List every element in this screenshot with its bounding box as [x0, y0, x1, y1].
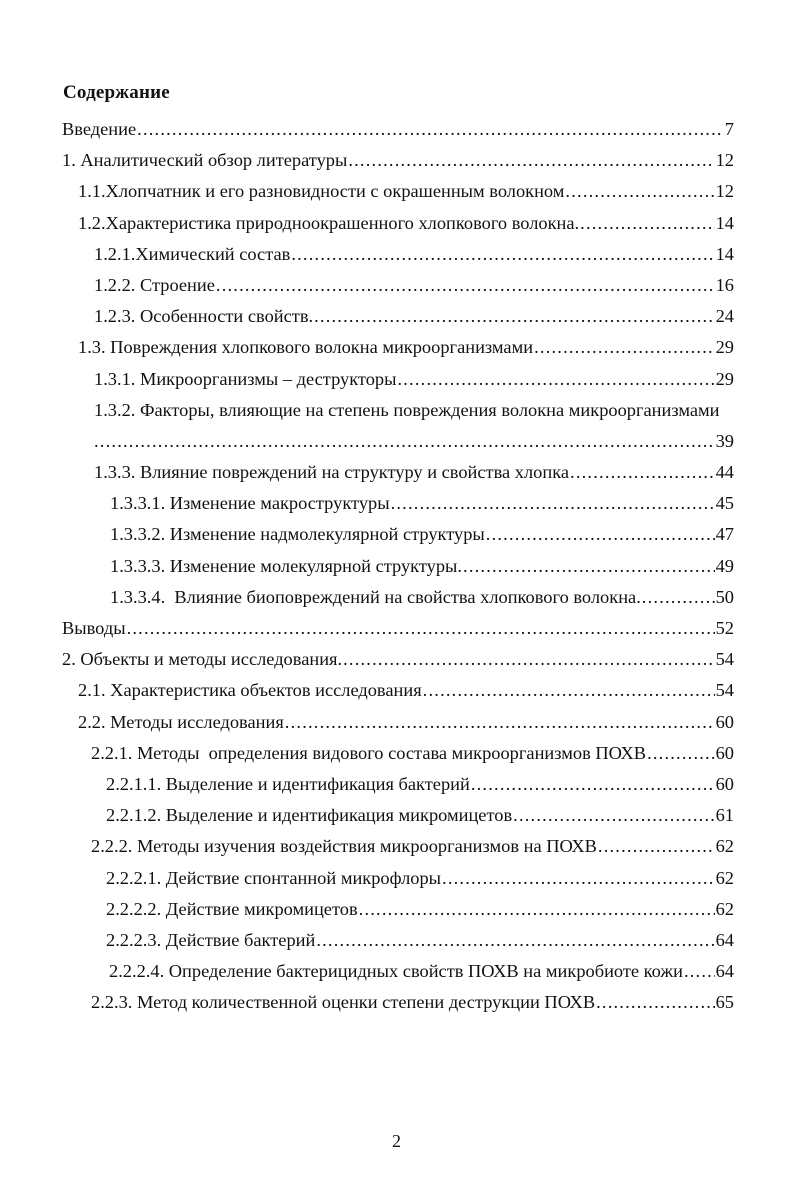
toc-entry-page: 45 — [715, 493, 734, 514]
toc-entry-1-2-2[interactable] — [0, 270, 793, 301]
toc-entry-1-3-3[interactable] — [0, 457, 793, 488]
dot-leader — [291, 239, 714, 270]
page-number: 2 — [392, 1131, 401, 1151]
toc-entry-text: 2.1. Характеристика объектов исследования — [78, 680, 422, 701]
toc-entry-2-2-1-2[interactable] — [0, 800, 793, 831]
dot-leader — [486, 519, 715, 550]
toc-entry-text: 1.3.3.2. Изменение надмолекулярной структуры — [110, 524, 485, 545]
dot-leader — [316, 925, 714, 956]
toc-entry-text: 2.2.2.3. Действие бактерий — [106, 929, 316, 950]
toc-entry-2-2-2-4[interactable] — [0, 956, 793, 987]
dot-leader — [513, 800, 714, 831]
toc-entry-2-2[interactable] — [0, 707, 793, 738]
toc-entry-page: 61 — [715, 805, 734, 826]
toc-entry-text: 2. Объекты и методы исследования. — [62, 649, 343, 670]
toc-entry-page: 29 — [715, 337, 734, 358]
toc-entry-text: 1. Аналитический обзор литературы — [62, 150, 348, 171]
toc-entry-text: 1.3.3. Влияние повреждений на структуру и свойства хлопка — [94, 462, 570, 483]
toc-entry-text: 2.2. Методы исследования — [78, 711, 284, 732]
toc-entry-2-2-1[interactable] — [0, 738, 793, 769]
toc-entry-1-3-1[interactable] — [0, 364, 793, 395]
dot-leader — [596, 987, 715, 1018]
toc-entry-text: 2.2.2.4. Определение бактерицидных свойств ПОХВ на микробиоте кожи — [109, 961, 683, 982]
toc-entry-text: 1.3.3.4. Влияние биоповреждений на свойства хлопкового волокна. — [110, 586, 641, 607]
toc-entry-page: 54 — [715, 649, 734, 670]
toc-entry-chapter-2[interactable] — [0, 644, 793, 675]
toc-entry-1-2-1[interactable] — [0, 239, 793, 270]
dot-leader — [397, 364, 714, 395]
dot-leader — [442, 863, 715, 894]
toc-entry-page: 62 — [715, 867, 734, 888]
toc-entry-page: 12 — [715, 181, 734, 202]
toc-entry-1-3-2-continuation[interactable] — [0, 426, 793, 457]
toc-entry-text: 2.2.2.1. Действие спонтанной микрофлоры — [106, 867, 442, 888]
toc-entry-page: 60 — [715, 711, 734, 732]
toc-entry-2-2-2-3[interactable] — [0, 925, 793, 956]
toc-entry-1-2[interactable] — [0, 208, 793, 239]
dot-leader — [359, 894, 715, 925]
dot-leader — [565, 176, 714, 207]
toc-entry-2-1[interactable] — [0, 675, 793, 706]
dot-leader — [94, 426, 715, 457]
toc-entry-text: 1.3.2. Факторы, влияющие на степень повреждения волокна микроорганизмами — [94, 399, 720, 420]
toc-entry-page: 50 — [715, 586, 734, 607]
toc-entry-conclusions[interactable] — [0, 613, 793, 644]
toc-entry-page: 16 — [715, 274, 734, 295]
toc-entry-page: 54 — [715, 680, 734, 701]
toc-entry-page: 14 — [715, 243, 734, 264]
toc-entry-page: 12 — [715, 150, 734, 171]
dot-leader — [570, 457, 715, 488]
toc-entry-page: 64 — [715, 961, 734, 982]
dot-leader — [137, 114, 724, 145]
toc-entry-text: 1.2.3. Особенности свойств. — [94, 306, 314, 327]
toc-entry-page: 60 — [715, 742, 734, 763]
toc-entry-page: 60 — [715, 773, 734, 794]
toc-entry-text: 2.2.2.2. Действие микромицетов — [106, 898, 358, 919]
toc-entry-1-2-3[interactable] — [0, 301, 793, 332]
toc-entry-text: 1.2.Характеристика природноокрашенного хлопкового волокна. — [78, 212, 580, 233]
dot-leader — [647, 738, 715, 769]
toc-entry-introduction[interactable] — [0, 114, 793, 145]
toc-entry-page: 64 — [715, 929, 734, 950]
toc-entry-1-1[interactable] — [0, 176, 793, 207]
toc-entry-1-3-3-2[interactable] — [0, 519, 793, 550]
toc-entry-2-2-3[interactable] — [0, 987, 793, 1018]
dot-leader — [684, 956, 715, 987]
dot-leader — [534, 332, 715, 363]
toc-entry-1-3-3-1[interactable] — [0, 488, 793, 519]
dot-leader — [127, 613, 715, 644]
toc-entry-2-2-2-2[interactable] — [0, 894, 793, 925]
dot-leader — [343, 644, 715, 675]
toc-entry-page: 7 — [724, 119, 734, 139]
dot-leader — [471, 769, 715, 800]
toc-entry-text: 1.3.3.1. Изменение макроструктуры — [110, 493, 390, 514]
toc-entry-page: 39 — [715, 430, 734, 451]
toc-entry-text: 1.3. Повреждения хлопкового волокна микроорганизмами — [78, 337, 534, 358]
dot-leader — [391, 488, 715, 519]
toc-entry-page: 29 — [715, 368, 734, 389]
dot-leader — [598, 831, 715, 862]
toc-entry-text: 1.1.Хлопчатник и его разновидности с окрашенным волокном — [78, 181, 565, 202]
toc-entry-2-2-2[interactable] — [0, 831, 793, 862]
toc-entry-page: 47 — [715, 524, 734, 545]
dot-leader — [216, 270, 715, 301]
toc-entry-page: 52 — [715, 618, 734, 638]
toc-entry-1-3[interactable] — [0, 332, 793, 363]
toc-entry-text: Выводы — [62, 618, 126, 638]
toc-entry-text: 1.3.1. Микроорганизмы – деструкторы — [94, 368, 397, 389]
toc-entry-chapter-1[interactable] — [0, 145, 793, 176]
toc-entry-text: 1.3.3.3. Изменение молекулярной структуры. — [110, 555, 463, 576]
toc-entry-text: 2.2.2. Методы изучения воздействия микроорганизмов на ПОХВ — [91, 836, 597, 857]
toc-entry-text: 1.2.2. Строение — [94, 274, 215, 295]
dot-leader — [423, 675, 715, 706]
toc-entry-page: 49 — [715, 555, 734, 576]
toc-entry-2-2-2-1[interactable] — [0, 863, 793, 894]
toc-entry-text: 2.2.3. Метод количественной оценки степени деструкции ПОХВ — [91, 992, 596, 1013]
toc-entry-text: 2.2.1.1. Выделение и идентификация бактерий — [106, 773, 470, 794]
dot-leader — [642, 582, 715, 613]
toc-entry-page: 24 — [715, 306, 734, 327]
table-of-contents — [0, 114, 793, 1018]
toc-entry-text: 1.2.1.Химический состав — [94, 243, 291, 264]
toc-entry-text: Введение — [62, 119, 137, 139]
dot-leader — [463, 551, 715, 582]
dot-leader — [580, 208, 714, 239]
toc-entry-page: 65 — [715, 992, 734, 1013]
dot-leader — [285, 707, 715, 738]
toc-entry-text: 2.2.1. Методы определения видового состава микроорганизмов ПОХВ — [91, 742, 647, 763]
toc-title: Содержание — [63, 82, 170, 103]
toc-entry-1-3-3-4[interactable] — [0, 582, 793, 613]
dot-leader — [348, 145, 714, 176]
toc-entry-1-3-3-3[interactable] — [0, 551, 793, 582]
toc-entry-page: 44 — [715, 462, 734, 483]
toc-entry-page: 62 — [715, 898, 734, 919]
toc-entry-1-3-2[interactable] — [0, 395, 793, 426]
dot-leader — [314, 301, 715, 332]
toc-entry-page: 14 — [715, 212, 734, 233]
toc-entry-text: 2.2.1.2. Выделение и идентификация микромицетов — [106, 805, 513, 826]
toc-entry-page: 62 — [715, 836, 734, 857]
toc-entry-2-2-1-1[interactable] — [0, 769, 793, 800]
